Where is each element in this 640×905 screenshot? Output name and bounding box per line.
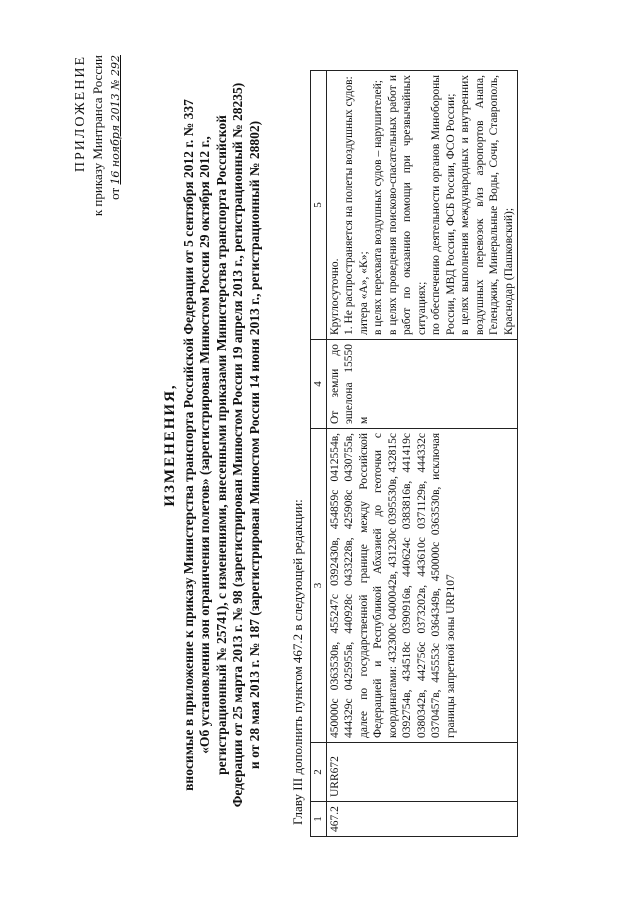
condition-line: Круглосуточно. [328, 258, 341, 335]
header-line-4: Федерации от 25 марта 2013 г. № 98 (зарегистрирован Минюстом России 19 апреля 2013 г., регистрационный № 28235) [230, 82, 245, 808]
condition-line: в целях перехвата воздушных судов – нарушителей; [372, 79, 384, 335]
appendix-date-prefix: от [107, 187, 122, 200]
cell-zone-code: URR672 [326, 743, 518, 802]
rotated-content [50, 35, 610, 855]
header-line-1: вносимые в приложение к приказу Министерства транспорта Российской Федерации от 5 сентября 2012 г. № 337 [180, 99, 196, 791]
cell-coordinates: 450000с 0363530в, 455247с 0392430в, 454859с 0412554в, 444329с 0425955в, 440928с 0433228в, 425908с 0430755в, далее по государственной границе между Российской Федерацией и Республикой Абхазией до геоточки с координатами: 432300с 0400042в, 431230с 0395530в, 432815с 0392754в, 434518с 0390916в, 440624с 0383816в, 441419с 0380342в, 442756с 0373202в, 443610с 0371129в, 444332с 0370457в, 445553с 0364349в, 450000с 0363530в, исключая границы запретной зоны URP107 [326, 429, 518, 743]
column-header-4: 4 [311, 340, 327, 429]
condition-line: в целях проведения поисково-спасательных работ и работ по оказанию помощи при чрезвычайных ситуациях; [386, 75, 428, 335]
column-header-2: 2 [311, 743, 327, 802]
column-header-3: 3 [311, 429, 327, 743]
condition-line: в целях выполнения международных и внутренних воздушных перевозок в/из аэропортов Анапа, Геленджик, Минеральные Воды, Сочи, Ставрополь, Краснодар (Пашковский); [459, 75, 515, 335]
condition-line: 1. Не распространяется на полеты воздушных судов: [343, 76, 355, 335]
column-header-1: 1 [311, 802, 327, 837]
condition-line: по обеспечению деятельности органов Минобороны России, МВД России, ФСБ России, ФСО России; [430, 75, 457, 335]
appendix-title: ПРИЛОЖЕНИЕ [73, 55, 88, 173]
column-header-5: 5 [311, 71, 327, 340]
condition-line: литера «А», «К»; [357, 251, 370, 335]
handwritten-date-number: 16 ноября 2013 № 292 [109, 55, 122, 185]
document-header [162, 45, 263, 845]
header-line-2: «Об установлении зон ограничения полетов» (зарегистрирован Минюстом России 29 октября 2012 г., [197, 136, 212, 754]
document-title: ИЗМЕНЕНИЯ, [162, 383, 178, 507]
appendix-order-line: к приказу Минтранса России [90, 55, 105, 217]
zones-table [310, 70, 518, 837]
cell-conditions [326, 71, 518, 340]
cell-altitude: От земли до эшелона 15550 м [326, 340, 518, 429]
intro-text: Главу III дополнить пунктом 467.2 в следующей редакции: [290, 499, 305, 825]
cell-item-number: 467.2 [326, 802, 518, 837]
appendix-date-line [106, 55, 124, 315]
appendix-block [72, 55, 124, 315]
header-line-5: и от 28 мая 2013 г. № 187 (зарегистрирован Минюстом России 14 июня 2013 г., регистрационный № 28802) [246, 120, 262, 770]
table-header-row [311, 71, 327, 837]
header-line-3: регистрационный № 25741), с изменениями, внесенными приказами Министерства транспорта Российской [213, 115, 229, 775]
table-row [326, 71, 518, 837]
